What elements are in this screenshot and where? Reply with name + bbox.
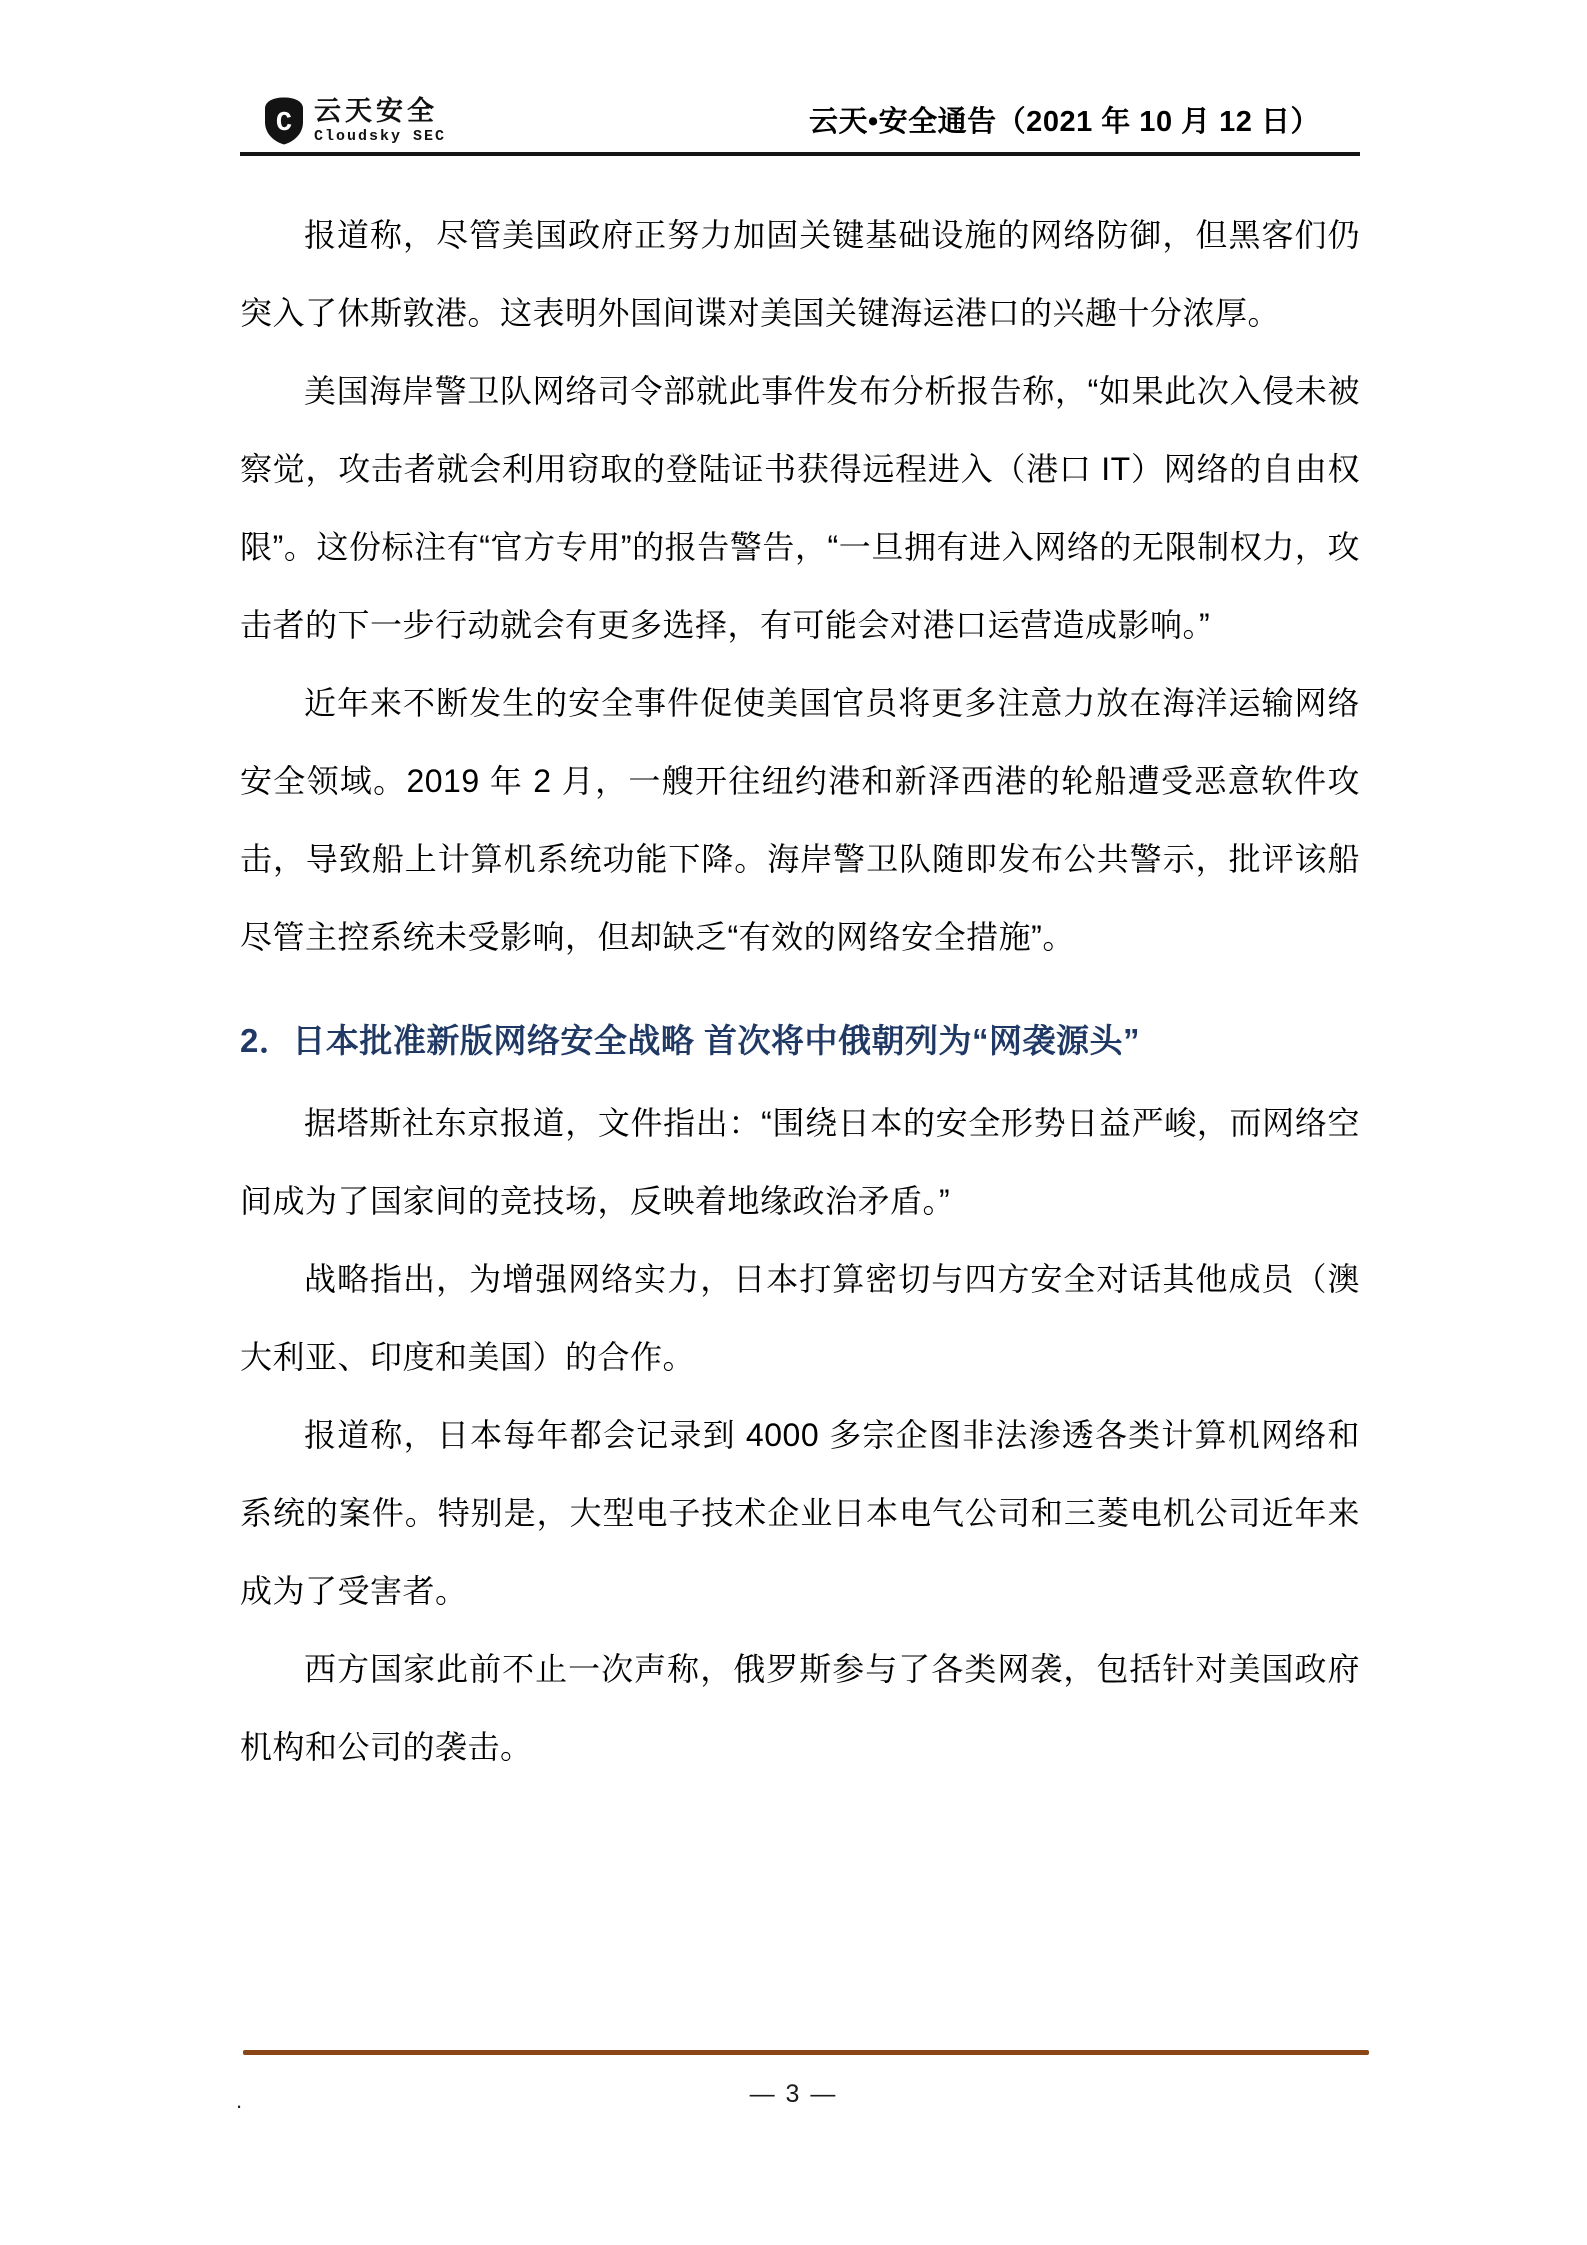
logo-letter: C [275,109,293,139]
paragraph: 报道称，日本每年都会记录到 4000 多宗企图非法渗透各类计算机网络和系统的案件。特别是，大型电子技术企业日本电气公司和三菱电机公司近年来成为了受害者。 [240,1417,1360,1609]
section-heading: 2．日本批准新版网络安全战略 首次将中俄朝列为“网袭源头” [240,1022,1141,1059]
paragraph: 战略指出，为增强网络实力，日本打算密切与四方安全对话其他成员（澳大利亚、印度和美国）的合作。 [240,1261,1360,1375]
page-header [240,0,1360,156]
page-number: — 3 — [749,2080,838,2108]
paragraph: 报道称，尽管美国政府正努力加固关键基础设施的网络防御，但黑客们仍突入了休斯敦港。这表明外国间谍对美国关键海运港口的兴趣十分浓厚。 [240,217,1360,331]
paragraph: 据塔斯社东京报道，文件指出：“围绕日本的安全形势日益严峻，而网络空间成为了国家间的竞技场，反映着地缘政治矛盾。” [240,1105,1360,1219]
bulletin-title: 云天•安全通告（2021 年 10 月 12 日） [809,106,1320,138]
brand-name-cn: 云天安全 [314,95,438,126]
paragraph: 西方国家此前不止一次声称，俄罗斯参与了各类网袭，包括针对美国政府机构和公司的袭击。 [240,1651,1360,1765]
brand-logo [264,96,446,146]
paragraph: 美国海岸警卫队网络司令部就此事件发布分析报告称，“如果此次入侵未被察觉，攻击者就会利用窃取的登陆证书获得远程进入（港口 IT）网络的自由权限”。这份标注有“官方专用”的报告警告，“一旦拥有进入网络的无限制权力，攻击者的下一步行动就会有更多选择，有可能会对港口运营造成影响。” [240,373,1360,643]
footer-dot: . [236,2088,243,2113]
shield-c-icon [264,96,304,146]
brand-name-en: Cloudsky SEC [314,127,447,145]
document-body [240,196,1360,1786]
brand-text [314,97,446,145]
paragraph: 近年来不断发生的安全事件促使美国官员将更多注意力放在海洋运输网络安全领域。2019 年 2 月，一艘开往纽约港和新泽西港的轮船遭受恶意软件攻击，导致船上计算机系统功能下降。海岸警卫队随即发布公共警示，批评该船尽管主控系统未受影响，但却缺乏“有效的网络安全措施”。 [240,685,1360,955]
footer-rule [243,2050,1369,2055]
